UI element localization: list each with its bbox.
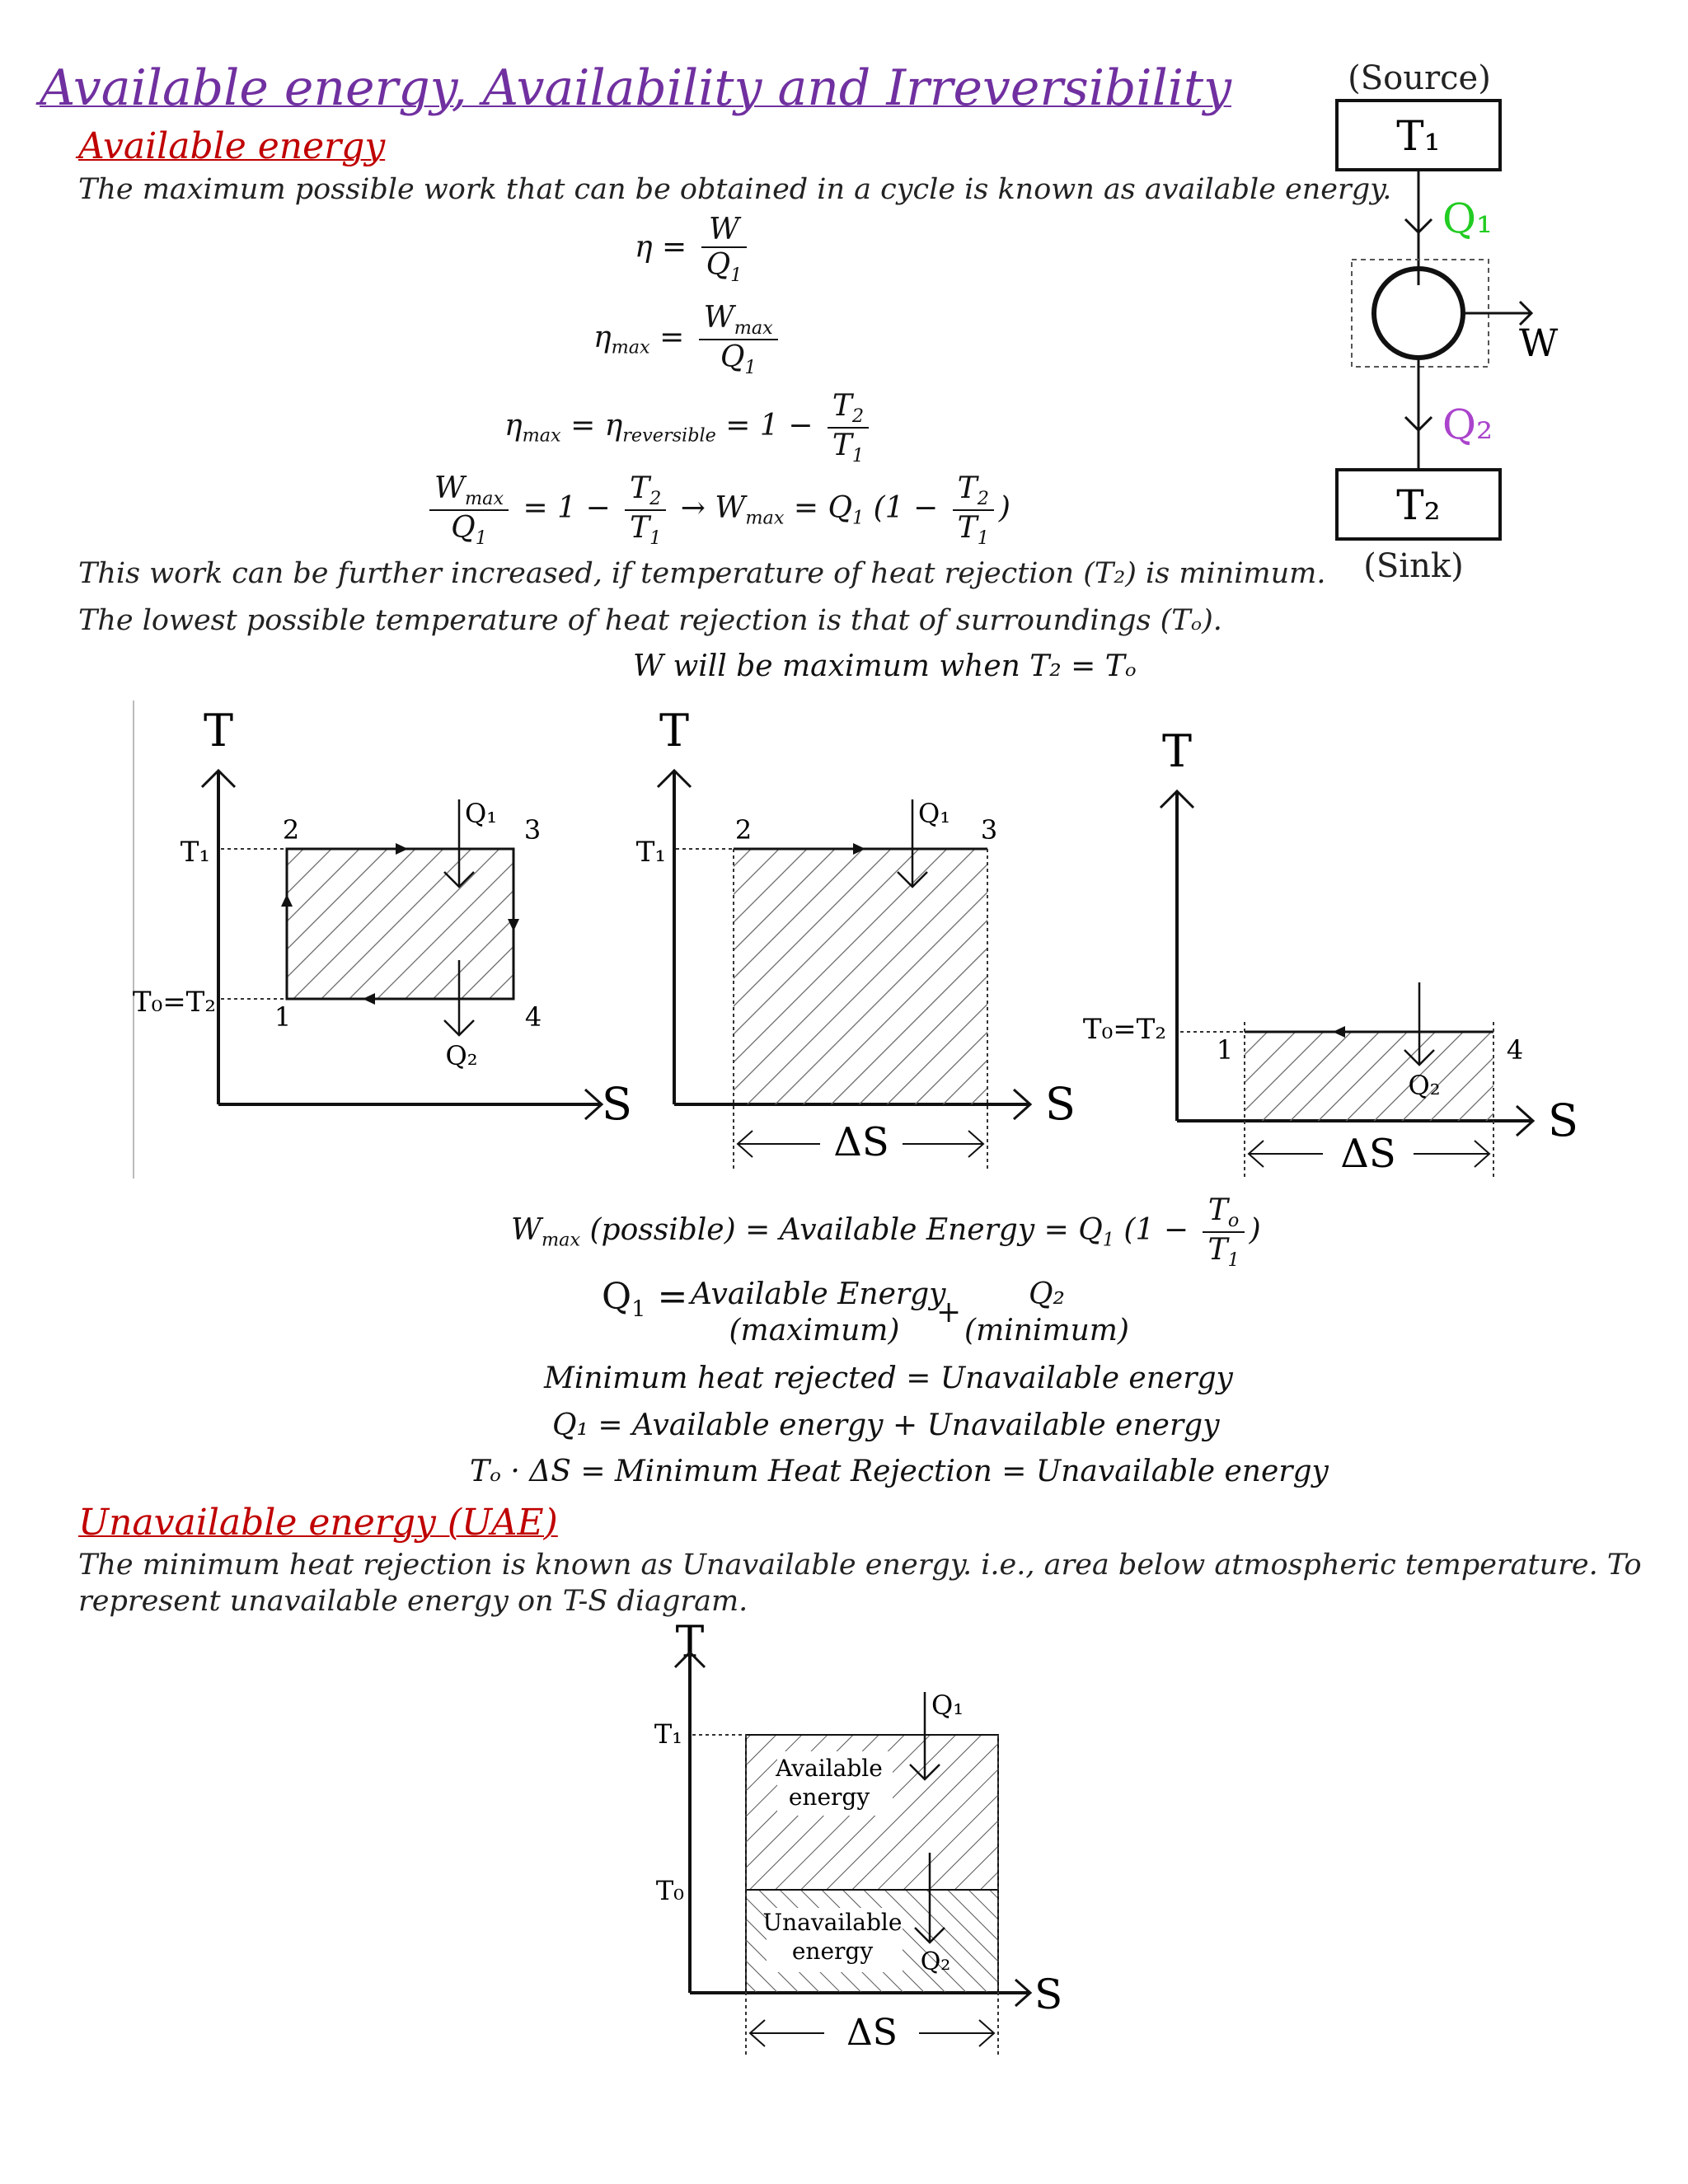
denominator: Q bbox=[720, 340, 745, 374]
fraction bbox=[699, 301, 778, 378]
unavailable-label-2: energy bbox=[791, 1938, 874, 1965]
q2-label: Q₂ bbox=[1408, 1070, 1441, 1101]
point-1: 1 bbox=[1216, 1034, 1234, 1066]
eq-sign: = bbox=[659, 320, 685, 354]
subscript: 1 bbox=[1102, 1229, 1114, 1251]
work-area bbox=[734, 849, 987, 1104]
relation-3: Tₒ · ΔS = Minimum Heat Rejection = Unavailable energy bbox=[470, 1455, 1329, 1488]
fraction bbox=[953, 471, 994, 549]
denominator: T bbox=[1207, 1232, 1228, 1267]
available-energy-definition: The maximum possible work that can be obtained in a cycle is known as available energy. bbox=[78, 173, 1392, 206]
eq-text: (possible) = Available Energy = Q bbox=[580, 1212, 1103, 1247]
relation-2: Q₁ = Available energy + Unavailable energy bbox=[552, 1408, 1220, 1442]
subscript: 1 bbox=[475, 527, 487, 549]
sink-temp: T₂ bbox=[1396, 481, 1441, 529]
subscript: 1 bbox=[730, 264, 743, 286]
ts-diagram-unavailable-energy bbox=[635, 1619, 1096, 2064]
point-4: 4 bbox=[1506, 1034, 1524, 1066]
denominator: T bbox=[630, 510, 650, 545]
available-label-2: energy bbox=[788, 1783, 870, 1811]
ds-label: ΔS bbox=[833, 1119, 889, 1165]
q1-label: Q₁ bbox=[918, 798, 951, 829]
s-axis-label: S bbox=[1548, 1094, 1578, 1146]
unavailable-area bbox=[1245, 1032, 1493, 1121]
heat-engine-diagram bbox=[1319, 49, 1632, 610]
wmax-equation bbox=[511, 1193, 1261, 1271]
source-label: (Source) bbox=[1348, 59, 1491, 97]
ds-label: ΔS bbox=[846, 2012, 898, 2054]
denominator: Q bbox=[451, 510, 476, 545]
text-line-1: This work can be further increased, if temperature of heat rejection (T₂) is minimum. bbox=[78, 557, 1326, 590]
point-2: 2 bbox=[282, 814, 300, 846]
ts-diagrams bbox=[124, 692, 1640, 1195]
paren-close: ) bbox=[1249, 1212, 1261, 1247]
subscript: 1 bbox=[977, 527, 989, 549]
q2-label: Q₂ bbox=[1442, 401, 1493, 448]
q1-label: Q₁ bbox=[931, 1690, 964, 1721]
t0-label: T₀ bbox=[655, 1875, 684, 1906]
eq-sign: = bbox=[657, 1276, 688, 1318]
eq-rhs: = Q bbox=[793, 490, 852, 525]
sink-label: (Sink) bbox=[1363, 547, 1464, 585]
subscript: 1 bbox=[1227, 1249, 1240, 1271]
point-3: 3 bbox=[523, 814, 542, 846]
available-label-1: Available bbox=[776, 1755, 883, 1782]
ts-diagram-cycle bbox=[133, 705, 632, 1130]
subscript: reversible bbox=[622, 424, 716, 447]
page-title: Available energy, Availability and Irreversibility bbox=[40, 59, 1232, 117]
cycle-area bbox=[287, 849, 513, 999]
subscript: 2 bbox=[851, 405, 865, 427]
point-1: 1 bbox=[274, 1001, 292, 1033]
subscript: max bbox=[745, 507, 785, 529]
eq-lhs: η = bbox=[635, 230, 687, 265]
available-energy-heading: Available energy bbox=[78, 125, 386, 167]
max-efficiency-equation bbox=[593, 301, 783, 378]
denominator: T bbox=[957, 510, 978, 545]
q1-label: Q₁ bbox=[465, 798, 498, 829]
t-axis-label: T bbox=[659, 705, 690, 757]
subscript: 1 bbox=[744, 356, 757, 378]
paren-open: (1 − bbox=[873, 490, 939, 525]
point-2: 2 bbox=[734, 814, 753, 846]
q2-label: Q₂ bbox=[920, 1947, 951, 1976]
ds-label: ΔS bbox=[1340, 1131, 1396, 1177]
numerator: W bbox=[703, 301, 734, 335]
point-4: 4 bbox=[524, 1001, 542, 1033]
ts-diagram-heat-rejection bbox=[1083, 725, 1578, 1179]
subscript: max bbox=[734, 316, 773, 339]
ts-diagram-heat-addition bbox=[636, 705, 1076, 1170]
reversible-efficiency-equation bbox=[504, 389, 874, 466]
q2-label: Q₂ bbox=[445, 1040, 478, 1071]
q2-term: Q₂ bbox=[1029, 1277, 1065, 1311]
work-label: W bbox=[1519, 321, 1559, 365]
eq-rhs: = 1 − bbox=[725, 408, 814, 443]
source-temp: T₁ bbox=[1396, 112, 1441, 160]
t1-label: T₁ bbox=[180, 836, 210, 869]
fraction bbox=[429, 471, 509, 549]
t-axis-label: T bbox=[675, 1619, 705, 1667]
unavailable-label-1: Unavailable bbox=[762, 1909, 903, 1936]
eq-mid: = η bbox=[570, 408, 623, 443]
q1-lhs bbox=[602, 1276, 687, 1323]
numerator: W bbox=[701, 213, 748, 248]
text-line-2: The lowest possible temperature of heat rejection is that of surroundings (Tₒ). bbox=[78, 604, 1222, 637]
relation-1: Minimum heat rejected = Unavailable energy bbox=[544, 1361, 1233, 1395]
plus-sign: + bbox=[936, 1296, 962, 1329]
s-axis-label: S bbox=[1045, 1078, 1076, 1130]
numerator: T bbox=[957, 471, 978, 505]
eq-arrow: → W bbox=[680, 490, 746, 525]
fraction bbox=[701, 213, 748, 286]
numerator: T bbox=[832, 389, 852, 423]
unavailable-energy-heading: Unavailable energy (UAE) bbox=[78, 1502, 558, 1544]
eq-lhs: Q bbox=[602, 1276, 632, 1318]
efficiency-equation bbox=[635, 213, 752, 286]
t1-label: T₁ bbox=[635, 836, 666, 869]
s-axis-label: S bbox=[1034, 1971, 1063, 2018]
eq-lhs: η bbox=[504, 408, 523, 443]
subscript: max bbox=[522, 424, 561, 447]
t0t2-label: T₀=T₂ bbox=[132, 986, 216, 1019]
numerator: W bbox=[434, 471, 466, 505]
s-axis-label: S bbox=[602, 1078, 632, 1130]
numerator: T bbox=[1207, 1193, 1228, 1227]
paren-close: ) bbox=[998, 490, 1010, 525]
maximum-label: (maximum) bbox=[729, 1314, 900, 1347]
eq-lhs: η bbox=[593, 320, 612, 354]
subscript: max bbox=[611, 336, 650, 359]
subscript: 1 bbox=[852, 507, 865, 529]
subscript: 1 bbox=[851, 444, 865, 466]
max-work-equation bbox=[424, 471, 1010, 549]
t-axis-label: T bbox=[1161, 725, 1193, 777]
fraction bbox=[625, 471, 666, 549]
subscript: 1 bbox=[649, 527, 662, 549]
t-axis-label: T bbox=[203, 705, 234, 757]
subscript: 1 bbox=[631, 1296, 646, 1323]
minimum-label: (minimum) bbox=[964, 1314, 1129, 1347]
eq-lhs: W bbox=[511, 1212, 542, 1247]
available-energy-term: Available Energy bbox=[691, 1277, 946, 1311]
t0t2-label: T₀=T₂ bbox=[1082, 1013, 1166, 1046]
fraction bbox=[1203, 1193, 1244, 1271]
subscript: 2 bbox=[649, 487, 662, 509]
paren-open: (1 − bbox=[1123, 1212, 1189, 1247]
fraction bbox=[828, 389, 869, 466]
subscript: o bbox=[1227, 1209, 1240, 1231]
subscript: 2 bbox=[977, 487, 989, 509]
t1-label: T₁ bbox=[654, 1718, 682, 1750]
subscript: max bbox=[542, 1229, 581, 1251]
numerator: T bbox=[630, 471, 650, 505]
text-line-3: W will be maximum when T₂ = Tₒ bbox=[633, 649, 1137, 683]
denominator: Q bbox=[706, 248, 731, 282]
unavailable-energy-definition: The minimum heat rejection is known as Unavailable energy. i.e., area below atmospheric temperature. To represent unavailable energy on T-S diagram. bbox=[78, 1549, 1642, 1618]
q1-label: Q₁ bbox=[1442, 194, 1493, 242]
denominator: T bbox=[832, 428, 852, 462]
subscript: max bbox=[465, 487, 504, 509]
eq-mid: = 1 − bbox=[523, 490, 611, 525]
point-3: 3 bbox=[980, 814, 998, 846]
